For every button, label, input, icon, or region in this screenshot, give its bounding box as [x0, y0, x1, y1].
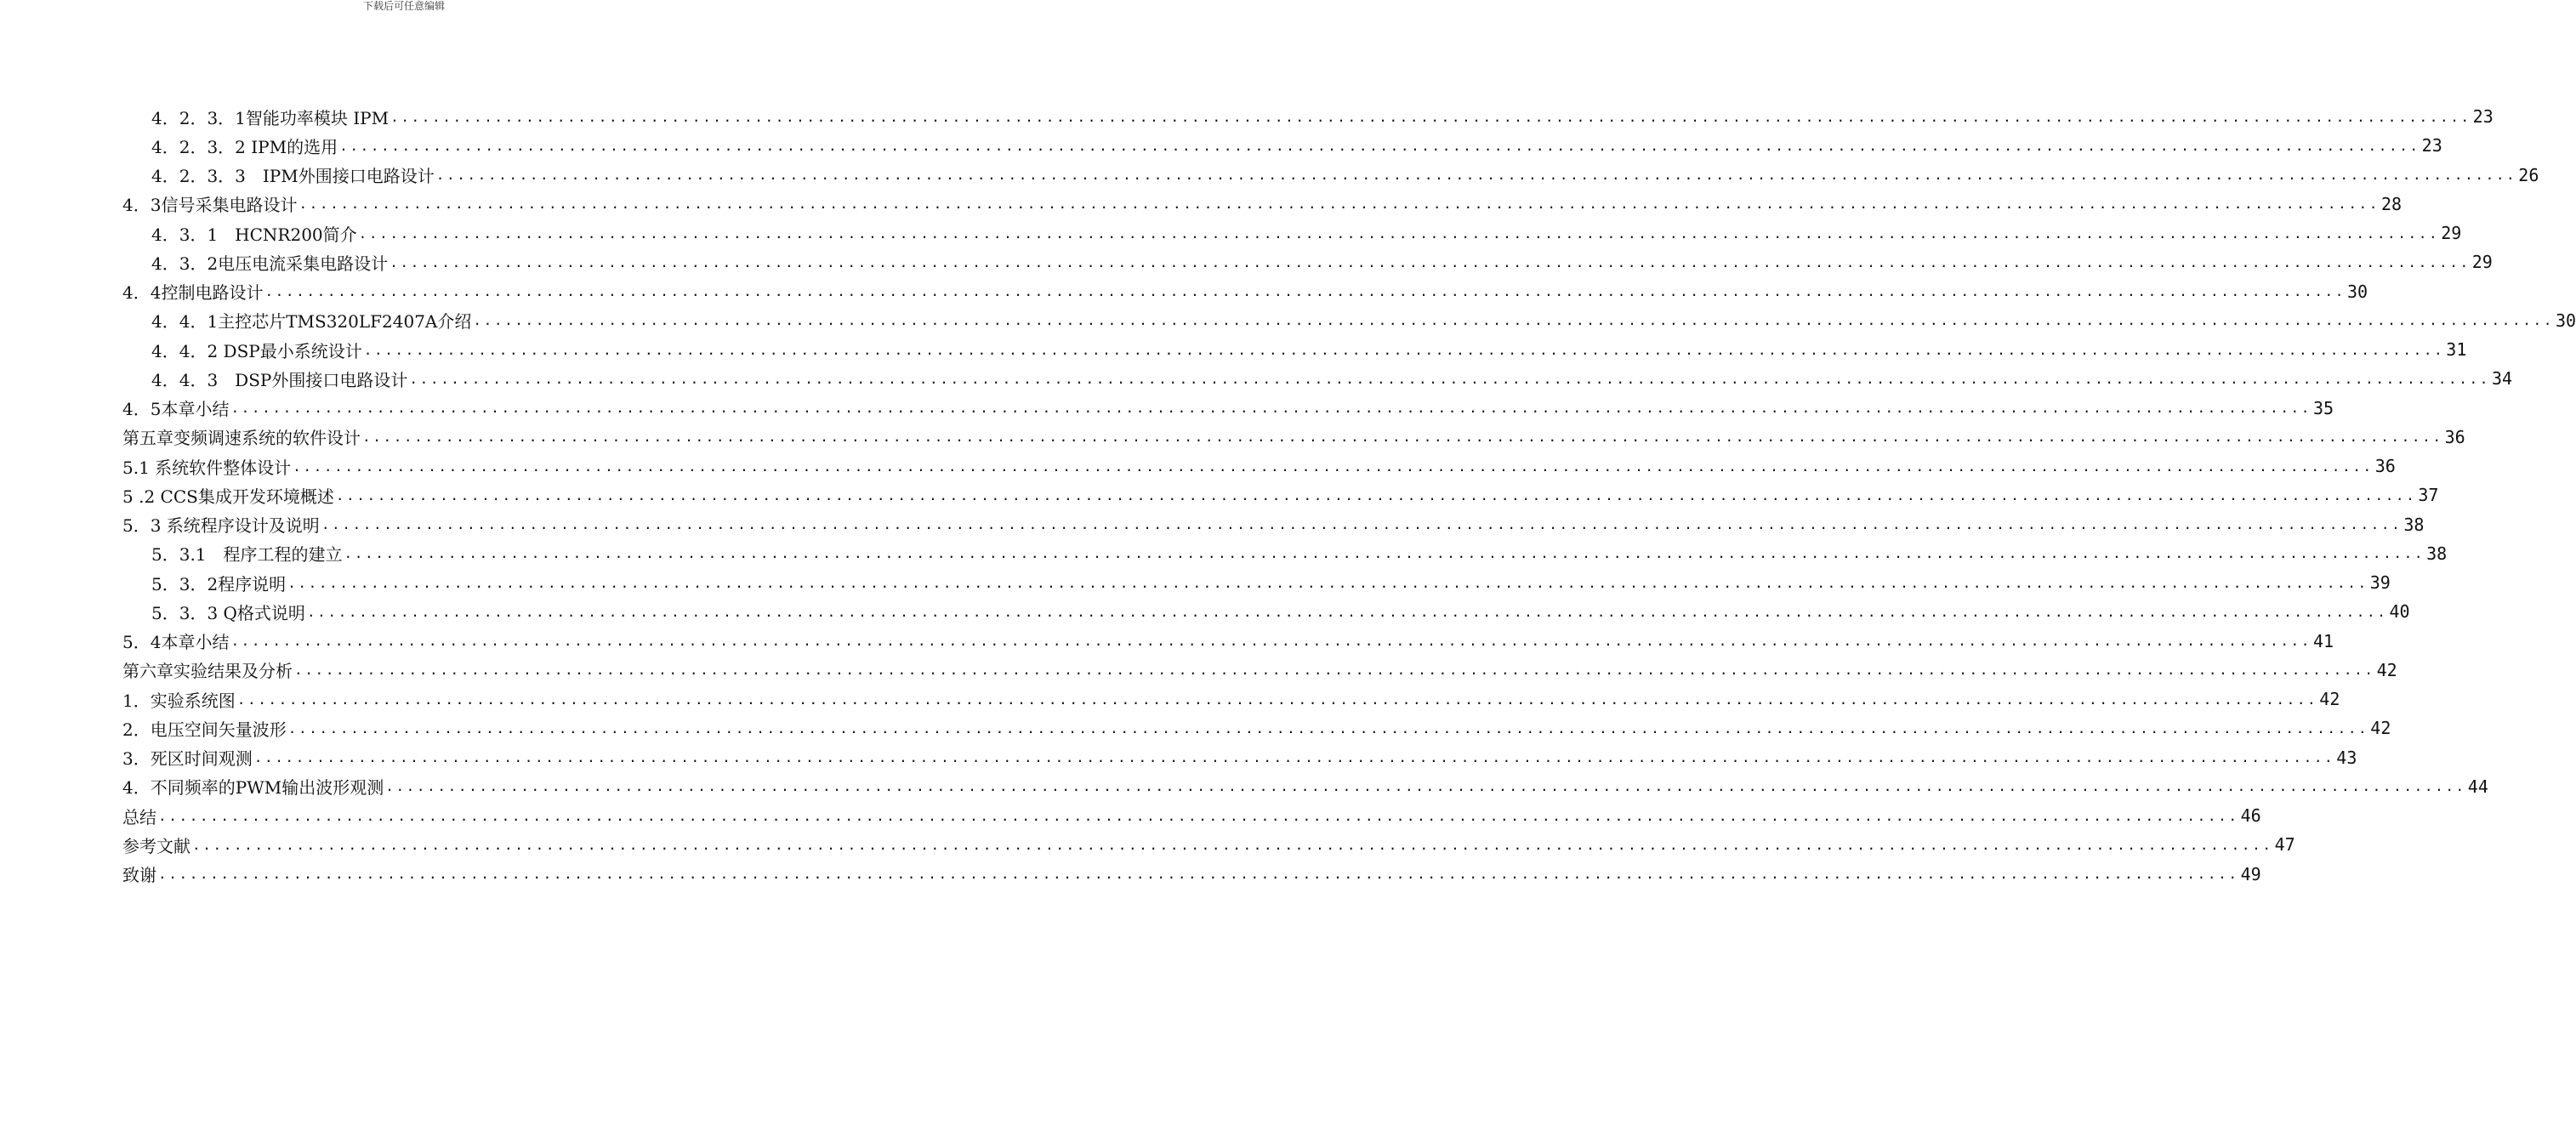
toc-entry-page: 44: [2467, 776, 2488, 797]
toc-entry[interactable]: [122, 394, 2334, 423]
toc-entry-title: 3．死区时间观测: [122, 748, 253, 770]
dot-leader: ........................................................................................................................................................................................................: [390, 253, 2471, 270]
toc-entry[interactable]: [122, 772, 2488, 801]
toc-entry[interactable]: [122, 568, 2391, 597]
dot-leader: ........................................................................................................................................................................................................: [253, 749, 2335, 766]
toc-entry-page: 30: [2347, 281, 2368, 302]
toc-entry-page: 34: [2491, 368, 2513, 390]
toc-entry[interactable]: [122, 102, 2494, 131]
dot-leader: ........................................................................................................................................................................................................: [321, 516, 2403, 533]
toc-entry-title: 4．4．1主控芯片TMS320LF2407A介绍: [151, 311, 472, 333]
dot-leader: ........................................................................................................................................................................................................: [390, 108, 2471, 125]
toc-entry-title: 4．3．2电压电流采集电路设计: [151, 253, 389, 274]
toc-entry[interactable]: [122, 190, 2403, 219]
toc-entry-title: 5．3.1 程序工程的建立: [151, 544, 343, 566]
toc-entry[interactable]: [122, 510, 2425, 539]
dot-leader: ........................................................................................................................................................................................................: [435, 167, 2517, 184]
toc-entry-page: 36: [2374, 456, 2396, 477]
toc-entry-page: 23: [2472, 106, 2494, 128]
dot-leader: ........................................................................................................................................................................................................: [339, 137, 2420, 154]
dot-leader: ........................................................................................................................................................................................................: [344, 545, 2425, 562]
toc-entry-page: 41: [2313, 630, 2334, 651]
toc-entry[interactable]: [122, 219, 2462, 247]
toc-entry-page: 30: [2555, 310, 2576, 331]
toc-entry-title: 4．2．3．3 IPM外围接口电路设计: [151, 166, 435, 187]
dot-leader: ........................................................................................................................................................................................................: [473, 312, 2554, 329]
toc-entry[interactable]: [122, 423, 2465, 452]
toc-entry-title: 5 .2 CCS集成开发环境概述: [122, 486, 334, 507]
toc-entry[interactable]: [122, 743, 2357, 772]
toc-entry-title: 4．2．3．1智能功率模块 IPM: [151, 107, 390, 128]
dot-leader: ........................................................................................................................................................................................................: [158, 866, 2239, 883]
toc-entry[interactable]: [122, 277, 2368, 306]
toc-entry-title: 4．2．3．2 IPM的选用: [151, 136, 338, 157]
toc-entry[interactable]: [122, 247, 2493, 276]
dot-leader: ........................................................................................................................................................................................................: [362, 429, 2443, 446]
toc-entry-page: 29: [2471, 252, 2493, 273]
dot-leader: ........................................................................................................................................................................................................: [230, 400, 2312, 417]
toc-entry-page: 38: [2426, 543, 2448, 564]
toc-entry-title: 参考文献: [122, 835, 190, 856]
toc-entry-page: 49: [2240, 863, 2261, 884]
toc-entry-page: 29: [2441, 223, 2462, 244]
toc-entry-title: 4．不同频率的PWM输出波形观测: [122, 777, 384, 799]
toc-entry[interactable]: [122, 481, 2439, 509]
toc-entry-title: 4．3信号采集电路设计: [122, 195, 298, 216]
toc-entry-page: 28: [2381, 193, 2403, 214]
toc-entry-title: 4．4．2 DSP最小系统设计: [151, 340, 362, 361]
toc-entry[interactable]: [122, 714, 2391, 742]
toc-entry-title: 5.1 系统软件整体设计: [122, 457, 292, 478]
toc-entry-page: 37: [2418, 485, 2439, 506]
toc-entry-page: 40: [2389, 601, 2410, 623]
toc-entry-title: 第五章变频调速系统的软件设计: [122, 428, 361, 449]
toc-entry-title: 2．电压空间矢量波形: [122, 719, 287, 740]
table-of-contents: [122, 102, 2576, 889]
page-header: 下载后可任意编辑: [362, 0, 445, 12]
toc-entry-page: 47: [2274, 834, 2295, 856]
toc-entry-page: 42: [2319, 689, 2340, 710]
toc-entry[interactable]: [122, 452, 2396, 481]
toc-entry[interactable]: [122, 597, 2410, 626]
toc-entry-title: 5．3．3 Q格式说明: [151, 602, 305, 623]
dot-leader: ........................................................................................................................................................................................................: [409, 370, 2490, 387]
toc-entry-page: 35: [2313, 397, 2334, 418]
toc-entry[interactable]: [122, 860, 2261, 889]
toc-entry[interactable]: [122, 161, 2539, 190]
toc-entry[interactable]: [122, 685, 2340, 714]
toc-entry-page: 36: [2444, 426, 2465, 447]
toc-entry-title: 4．4控制电路设计: [122, 282, 264, 304]
toc-entry-page: 39: [2369, 572, 2391, 594]
dot-leader: ........................................................................................................................................................................................................: [287, 719, 2369, 736]
toc-entry-page: 26: [2518, 164, 2539, 185]
toc-entry-title: 4．5本章小结: [122, 399, 230, 420]
dot-leader: ........................................................................................................................................................................................................: [236, 691, 2318, 708]
dot-leader: ........................................................................................................................................................................................................: [363, 341, 2445, 358]
toc-entry[interactable]: [122, 364, 2513, 393]
toc-entry-title: 5．3．2程序说明: [151, 573, 287, 594]
toc-entry-title: 总结: [122, 806, 156, 827]
dot-leader: ........................................................................................................................................................................................................: [335, 486, 2417, 503]
toc-entry[interactable]: [122, 539, 2448, 568]
toc-entry[interactable]: [122, 656, 2397, 685]
toc-entry-title: 4．3．1 HCNR200简介: [151, 224, 357, 245]
dot-leader: ........................................................................................................................................................................................................: [306, 603, 2388, 620]
toc-entry[interactable]: [122, 306, 2576, 335]
toc-entry-page: 43: [2336, 747, 2357, 768]
dot-leader: ........................................................................................................................................................................................................: [299, 196, 2380, 213]
toc-entry[interactable]: [122, 830, 2295, 859]
dot-leader: ........................................................................................................................................................................................................: [294, 662, 2375, 679]
dot-leader: ........................................................................................................................................................................................................: [192, 836, 2273, 853]
dot-leader: ........................................................................................................................................................................................................: [264, 283, 2346, 300]
toc-entry-page: 23: [2421, 135, 2442, 156]
toc-entry-page: 46: [2240, 805, 2261, 827]
dot-leader: ........................................................................................................................................................................................................: [358, 225, 2440, 242]
toc-entry[interactable]: [122, 335, 2467, 364]
toc-entry-title: 5．4本章小结: [122, 632, 230, 653]
toc-entry[interactable]: [122, 131, 2442, 160]
dot-leader: ........................................................................................................................................................................................................: [287, 574, 2368, 591]
toc-entry-page: 42: [2376, 659, 2397, 680]
toc-entry[interactable]: [122, 627, 2334, 656]
dot-leader: ........................................................................................................................................................................................................: [293, 458, 2374, 475]
toc-entry-title: 4．4．3 DSP外围接口电路设计: [151, 369, 408, 390]
dot-leader: ........................................................................................................................................................................................................: [230, 633, 2312, 650]
toc-entry-page: 38: [2403, 514, 2425, 535]
toc-entry-page: 42: [2370, 718, 2391, 739]
dot-leader: ........................................................................................................................................................................................................: [385, 778, 2466, 795]
dot-leader: ........................................................................................................................................................................................................: [158, 807, 2239, 824]
toc-entry-page: 31: [2446, 339, 2467, 361]
toc-entry-title: 5．3 系统程序设计及说明: [122, 515, 320, 537]
toc-entry-title: 第六章实验结果及分析: [122, 661, 293, 682]
toc-entry[interactable]: [122, 801, 2261, 830]
toc-entry-title: 1．实验系统图: [122, 690, 236, 711]
toc-entry-title: 致谢: [122, 865, 156, 886]
